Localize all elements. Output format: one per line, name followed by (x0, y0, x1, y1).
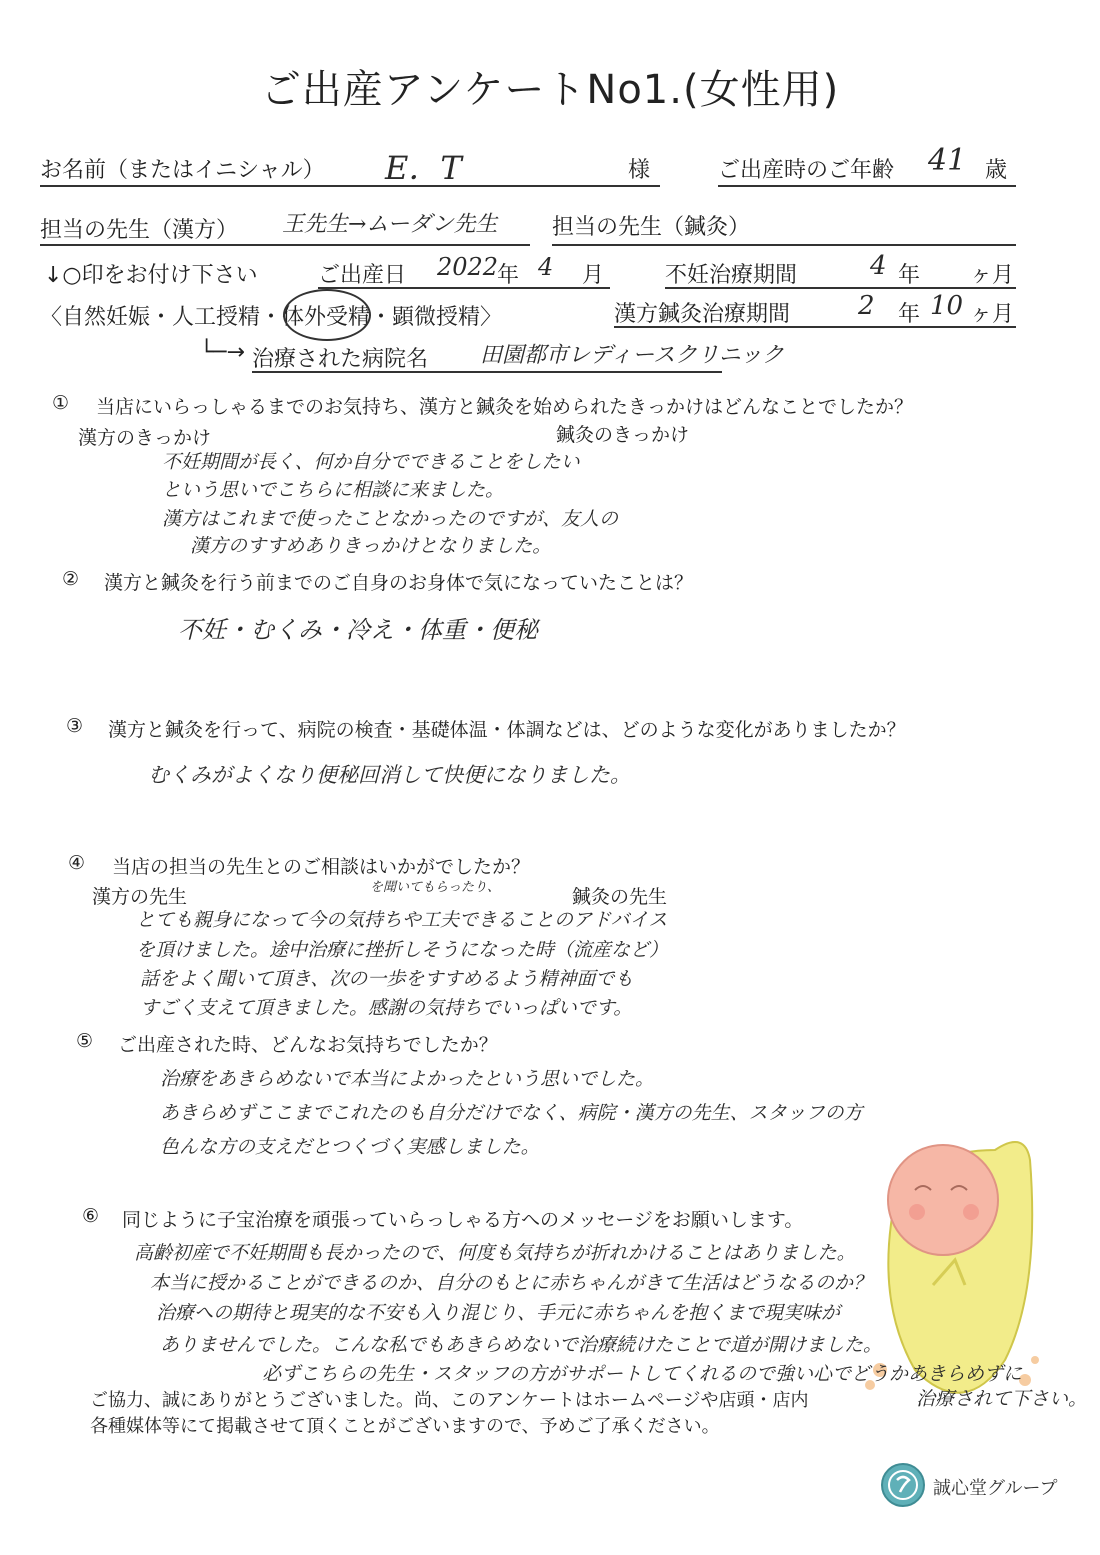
q4-text: 当店の担当の先生とのご相談はいかがでしたか？ (112, 856, 531, 878)
q1-sub-right: 鍼灸のきっかけ (556, 424, 690, 446)
infertility-month-unit: ヶ月 (970, 263, 1015, 288)
birth-date-underline (318, 287, 610, 289)
treatment-period-underline (614, 326, 1016, 328)
treatment-years: 2 (858, 291, 875, 321)
selected-method-circle (283, 289, 371, 341)
q5-number: ⑤ (76, 1030, 94, 1052)
kampo-teacher-label: 担当の先生（漢方） (40, 218, 239, 243)
name-suffix: 様 (628, 158, 651, 183)
q6-answer-line: 治療されて下さい。 (916, 1388, 1088, 1410)
page-title: ご出産アンケートNo1.(女性用) (260, 67, 840, 113)
q1-answer-line: 漢方のすすめありきっかけとなりました。 (190, 535, 552, 557)
hospital-underline (252, 371, 722, 373)
logo-text: 誠心堂グループ (933, 1478, 1058, 1499)
q2-number: ② (62, 568, 80, 590)
q5-text: ご出産された時、どんなお気持ちでしたか？ (118, 1034, 498, 1056)
logo-mark-icon (880, 1462, 926, 1508)
q4-answer-line: すごく支えて頂きました。感謝の気持ちでいっぱいです。 (140, 997, 633, 1019)
q4-answer-insert: を聞いてもらったり、 (370, 880, 501, 895)
q6-text: 同じように子宝治療を頑張っていらっしゃる方へのメッセージをお願いします。 (122, 1209, 804, 1231)
birth-month-unit: 月 (582, 263, 605, 288)
circle-instruction: ↓○印をお付け下さい (44, 263, 258, 288)
age-value: 41 (928, 143, 967, 178)
treatment-month-unit: ヶ月 (970, 302, 1015, 327)
q6-answer-line: ありませんでした。こんな私でもあきらめないで治療続けたことで道が開けました。 (160, 1334, 883, 1356)
q4-sub-right: 鍼灸の先生 (572, 886, 668, 908)
name-underline (40, 185, 660, 187)
birth-year: 2022 (437, 253, 499, 281)
infertility-label: 不妊治療期間 (665, 263, 798, 288)
q5-answer-line: 治療をあきらめないで本当によかったという思いでした。 (160, 1068, 655, 1090)
birth-month: 4 (538, 253, 554, 281)
footer-line-1: ご協力、誠にありがとうございました。尚、このアンケートはホームページや店頭・店内 (90, 1390, 809, 1411)
q2-text: 漢方と鍼灸を行う前までのご自身のお身体で気になっていたことは？ (104, 572, 694, 594)
q1-answer-line: という思いでこちらに相談に来ました。 (162, 479, 505, 501)
q3-number: ③ (66, 715, 84, 737)
q5-answer-line: あきらめずここまでこれたのも自分だけでなく、病院・漢方の先生、スタッフの方 (160, 1102, 863, 1124)
q3-text: 漢方と鍼灸を行って、病院の検査・基礎体温・体調などは、どのような変化がありましたか？ (108, 719, 906, 741)
hospital-value: 田園都市レディースクリニック (480, 343, 784, 368)
q1-text: 当店にいらっしゃるまでのお気持ち、漢方と鍼灸を始められたきっかけはどんなことでしたか？ (96, 396, 914, 418)
treatment-months: 10 (930, 291, 964, 321)
acu-teacher-underline (552, 244, 1016, 246)
q1-answer-line: 漢方はこれまで使ったことなかったのですが、友人の (162, 508, 619, 530)
acu-teacher-label: 担当の先生（鍼灸） (552, 215, 751, 240)
q1-number: ① (52, 392, 70, 414)
q6-answer-line: 高齢初産で不妊期間も長かったので、何度も気持ちが折れかけることはありました。 (134, 1242, 856, 1264)
kampo-teacher-value: 王先生→ムーダン先生 (282, 212, 498, 237)
hospital-label: 治療された病院名 (252, 347, 429, 372)
q4-answer-line: とても親身になって今の気持ちや工夫できることのアドバイス (136, 909, 668, 931)
infertility-year-unit: 年 (898, 263, 921, 288)
q6-answer-line: 治療への期待と現実的な不安も入り混じり、手元に赤ちゃんを抱くまで現実味が (156, 1302, 841, 1324)
q1-answer-line: 不妊期間が長く、何か自分でできることをしたい (162, 451, 580, 473)
infertility-underline (665, 287, 1016, 289)
treatment-period-label: 漢方鍼灸治療期間 (614, 302, 791, 327)
kampo-teacher-underline (40, 244, 530, 246)
infertility-years: 4 (870, 251, 887, 281)
birth-year-unit: 年 (497, 263, 520, 288)
conception-methods: 〈自然妊娠・人工授精・体外受精・顕微授精〉 (40, 305, 503, 330)
q3-answer-line: むくみがよくなり便秘回消して快便になりました。 (148, 763, 631, 787)
name-label: お名前（またはイニシャル） (40, 158, 325, 183)
q6-answer-line: 必ずこちらの先生・スタッフの方がサポートしてくれるので強い心でどうかあきらめずに (262, 1363, 1023, 1385)
name-value: E．T (385, 149, 462, 187)
age-suffix: 歳 (985, 158, 1008, 183)
age-label: ご出産時のご年齢 (718, 158, 895, 183)
q4-number: ④ (68, 852, 86, 874)
q4-answer-line: 話をよく聞いて頂き、次の一歩をすすめるよう精神面でも (140, 968, 634, 990)
treatment-year-unit: 年 (898, 302, 921, 327)
footer-line-2: 各種媒体等にて掲載させて頂くことがございますので、予めご了承ください。 (90, 1416, 720, 1437)
hospital-arrow: └─→ (200, 340, 245, 365)
q2-answer-line: 不妊・むくみ・冷え・体重・便秘 (178, 616, 538, 644)
age-underline (718, 185, 1016, 187)
q5-answer-line: 色んな方の支えだとつくづく実感しました。 (160, 1136, 540, 1158)
q4-answer-line: を頂けました。途中治療に挫折しそうになった時（流産など） (136, 939, 669, 961)
birth-date-label: ご出産日 (318, 263, 407, 288)
q6-answer-line: 本当に授かることができるのか、自分のもとに赤ちゃんがきて生活はどうなるのか？ (150, 1272, 873, 1294)
q6-number: ⑥ (82, 1205, 100, 1227)
q4-sub-left: 漢方の先生 (92, 886, 188, 908)
q1-sub-left: 漢方のきっかけ (78, 427, 212, 449)
